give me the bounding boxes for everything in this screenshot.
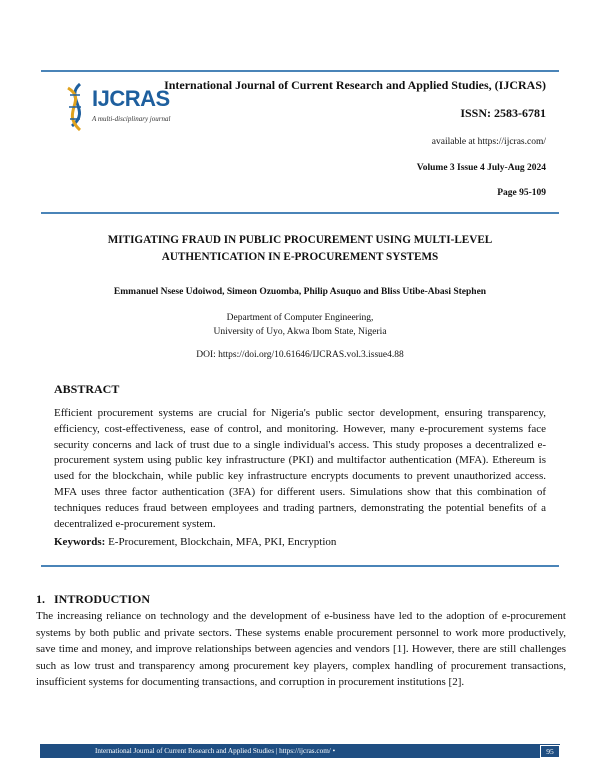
- affiliation: [60, 311, 540, 339]
- abstract-rule: [41, 565, 559, 567]
- page-number: 95: [540, 745, 560, 758]
- keywords-label: Keywords:: [54, 536, 106, 548]
- top-rule: [41, 70, 559, 72]
- logo-text: IJCRAS: [92, 86, 170, 111]
- abstract-body: Efficient procurement systems are crucial for Nigeria's public sector development, ensuring transparency, efficiency, cost-effectiveness, ease of control, and monitoring. However, many e-procurement systems face security concerns and lack of trust due to a single individual's access. This study proposes a decentralized e-procurement system using public key infrastructure (PKI) and multifactor authentication (MFA). Ethereum is used for the blockchain, while public key infrastructure encrypts documents to prevent unauthorized access. MFA uses three factor authentication (3FA) for different users. Simulations show that this combination of techniques reduces fraud between employees and trading partners, demonstrating the potential benefits of a decentralized e-procurement system.: [54, 407, 546, 530]
- affiliation-line-1: Department of Computer Engineering,: [226, 313, 374, 323]
- introduction-heading: 1. INTRODUCTION: [36, 592, 151, 606]
- keywords-line: [54, 536, 336, 548]
- page-range: Page 95-109: [497, 188, 546, 198]
- abstract-heading: ABSTRACT: [54, 382, 120, 396]
- doi[interactable]: DOI: https://doi.org/10.61646/IJCRAS.vol.3.issue4.88: [196, 350, 404, 360]
- volume-issue: Volume 3 Issue 4 July-Aug 2024: [416, 163, 546, 173]
- footer-text: International Journal of Current Research and Applied Studies | https://ijcras.com/ •: [95, 747, 336, 755]
- title-line-1: MITIGATING FRAUD IN PUBLIC PROCUREMENT USING MULTI-LEVEL: [107, 234, 493, 246]
- keywords-list: E-Procurement, Blockchain, MFA, PKI, Encryption: [108, 536, 337, 548]
- header-rule: [41, 212, 559, 214]
- introduction-body: The increasing reliance on technology and the development of e-business have led to the adoption of e-procurement systems by both public and private sectors. These systems enable procurement personnel to work more productively, save time and money, and improve relationships between agencies and vendors [1]. However, there are still challenges such as low trust and transparency among procurement key players, complex handling of procurement transactions, insufficient systems for documenting transactions, and corruption in procurement institutions [2].: [36, 610, 566, 688]
- authors: Emmanuel Nsese Udoiwod, Simeon Ozuomba, Philip Asuquo and Bliss Utibe-Abasi Stephen: [113, 287, 487, 297]
- paper-title: [60, 232, 540, 266]
- issn: ISSN: 2583-6781: [460, 106, 546, 120]
- available-at[interactable]: available at https://ijcras.com/: [431, 137, 546, 147]
- journal-name: International Journal of Current Research and Applied Studies, (IJCRAS): [164, 78, 546, 92]
- affiliation-line-2: University of Uyo, Akwa Ibom State, Nigeria: [213, 327, 387, 337]
- title-line-2: AUTHENTICATION IN E-PROCUREMENT SYSTEMS: [161, 251, 439, 263]
- logo-tagline: A multi-disciplinary journal: [92, 115, 171, 123]
